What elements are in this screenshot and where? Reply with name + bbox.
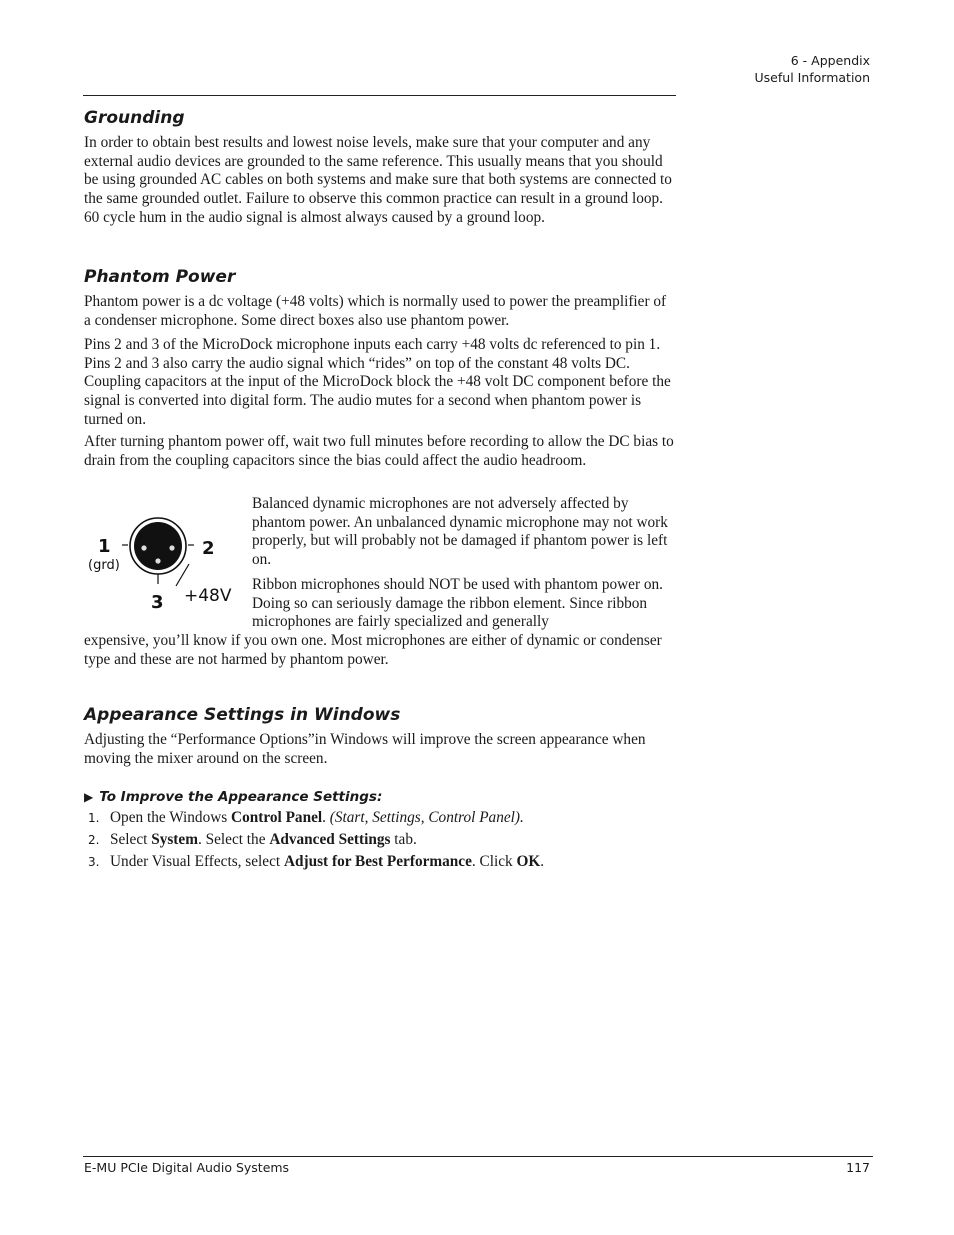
step-text: . Select the — [197, 831, 270, 848]
pin-2-label: 2 — [202, 538, 215, 559]
step-text: Open the Windows — [110, 809, 232, 826]
step-italic-text: (Start, Settings, Control Panel). — [329, 809, 524, 826]
phantom-paragraph-4: Balanced dynamic microphones are not adversely affected by phantom power. An unbalanced dynamic microphone may not work properly, but will probably not be damaged if phantom power is left on. — [252, 495, 668, 569]
step-text: Under Visual Effects, select — [110, 853, 284, 870]
step-text: . — [322, 809, 330, 826]
procedure-step-3 — [88, 853, 544, 871]
running-header — [755, 52, 870, 86]
pin-2-dot — [169, 545, 174, 550]
page-number: 117 — [846, 1160, 870, 1175]
grounding-heading: Grounding — [84, 108, 185, 128]
pin-1-label: 1 — [98, 536, 111, 557]
pin-3-label: 3 — [151, 592, 164, 613]
pin-1-dot — [141, 545, 146, 550]
step-bold-text: System — [151, 831, 198, 848]
procedure-step-2 — [88, 831, 417, 849]
step-bold-text: Advanced Settings — [269, 831, 391, 848]
footer-rule — [83, 1156, 873, 1157]
xlr-pinout-diagram — [84, 500, 250, 620]
phantom-paragraph-3: After turning phantom power off, wait two full minutes before recording to allow the DC bias to drain from the coupling capacitors since the bias could affect the audio headroom. — [84, 433, 674, 469]
pin-3-dot — [155, 558, 160, 563]
procedure-heading — [84, 789, 382, 805]
phantom-paragraph-2: Pins 2 and 3 of the MicroDock microphone inputs each carry +48 volts dc referenced to pin 1. Pins 2 and 3 also carry the audio signal which “rides” on top of the constant 48 volts DC. Coupling capacitors at the input of the MicroDock block the +48 volt DC component before the signal is converted into digital form. The audio mutes for a second when phantom power is turned on. — [84, 336, 671, 428]
phantom-power-heading: Phantom Power — [84, 267, 236, 287]
play-arrow-icon: ▶ — [84, 790, 94, 804]
procedure-heading-text: To Improve the Appearance Settings: — [99, 789, 383, 805]
appearance-paragraph: Adjusting the “Performance Options”in Windows will improve the screen appearance when moving the mixer around on the screen. — [84, 731, 646, 767]
procedure-step-1 — [88, 809, 524, 827]
footer-title: E-MU PCIe Digital Audio Systems — [84, 1160, 290, 1175]
header-chapter: 6 - Appendix — [790, 53, 870, 68]
step-text: tab. — [390, 831, 417, 848]
phantom-paragraph-1: Phantom power is a dc voltage (+48 volts) which is normally used to power the preamplifier of a condenser microphone. Some direct boxes also use phantom power. — [84, 293, 667, 329]
step-bold-text: Adjust for Best Performance — [283, 853, 472, 870]
step-text: Select — [110, 831, 152, 848]
header-rule — [83, 95, 676, 96]
step-text: . — [540, 853, 545, 870]
step-text: . Click — [471, 853, 517, 870]
phantom-paragraph-5b: expensive, you’ll know if you own one. Most microphones are either of dynamic or condenser type and these are not harmed by phantom power. — [84, 632, 662, 668]
step-bold-text: OK — [516, 853, 541, 870]
header-section: Useful Information — [754, 70, 870, 85]
step-number: 3. — [88, 855, 100, 869]
voltage-leader — [176, 564, 189, 586]
voltage-label: +48V — [184, 586, 232, 606]
phantom-paragraph-5a: Ribbon microphones should NOT be used with phantom power on. Doing so can seriously damage the ribbon element. Since ribbon microphones are fairly specialized and generally — [252, 576, 663, 631]
appearance-heading: Appearance Settings in Windows — [84, 705, 401, 725]
grounding-paragraph: In order to obtain best results and lowest noise levels, make sure that your computer and any external audio devices are grounded to the same reference. This usually means that you should be using grounded AC cables on both systems and make sure that both systems are connected to the same grounded outlet. Failure to observe this common practice can result in a ground loop. 60 cycle hum in the audio signal is almost always caused by a ground loop. — [84, 134, 672, 226]
step-number: 2. — [88, 833, 100, 847]
step-number: 1. — [88, 811, 100, 825]
ground-label: (grd) — [88, 558, 120, 573]
step-bold-text: Control Panel — [231, 809, 323, 826]
